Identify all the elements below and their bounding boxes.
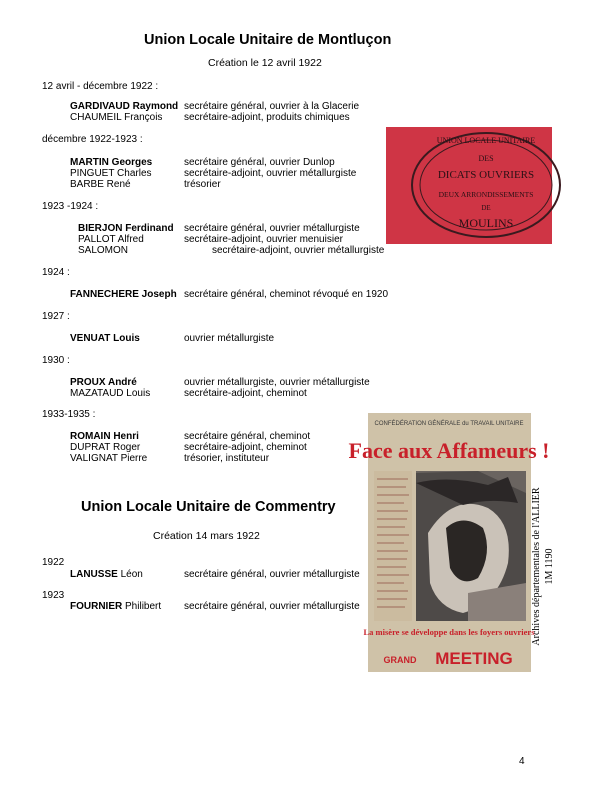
member-name-bold: LANUSSE xyxy=(70,569,118,580)
member-role: secrétaire général, ouvrier métallurgiste xyxy=(184,223,360,234)
stamp-line-6: MOULINS xyxy=(458,216,514,230)
poster-bottom-line: La misère se développe dans les foyers ouvriers xyxy=(363,627,535,637)
member-name: BARBE René xyxy=(70,179,131,190)
member-name: Philibert xyxy=(122,601,162,612)
commentry-creation-date: Création 14 mars 1922 xyxy=(153,530,260,542)
period-label: 1924 : xyxy=(42,267,70,278)
member-name: CHAUMEIL François xyxy=(70,112,163,123)
member-role: secrétaire général, ouvrier à la Glacerie xyxy=(184,101,360,112)
stamp-line-2: DES xyxy=(478,154,494,163)
stamp-line-4: DEUX ARRONDISSEMENTS xyxy=(438,190,534,199)
member-role: secrétaire-adjoint, produits chimiques xyxy=(184,112,350,123)
member-name: SALOMON xyxy=(78,245,129,256)
member-name: PALLOT Alfred xyxy=(78,234,144,245)
period-label: 1922 xyxy=(42,557,65,568)
member-role: secrétaire-adjoint, ouvrier métallurgiste xyxy=(212,245,385,256)
member-role: trésorier, instituteur xyxy=(184,453,270,464)
period-label: décembre 1922-1923 : xyxy=(42,134,143,145)
montlucon-creation-date: Création le 12 avril 1922 xyxy=(208,57,322,69)
period-label: 1927 : xyxy=(42,311,70,322)
member-name-bold: FANNECHERE Joseph xyxy=(70,289,177,300)
member-role: secrétaire-adjoint, ouvrier menuisier xyxy=(184,234,343,245)
member-role: secrétaire général, ouvrier Dunlop xyxy=(184,157,335,168)
archive-caption-line-2: 1M 1190 xyxy=(544,548,555,585)
commentry-title: Union Locale Unitaire de Commentry xyxy=(81,499,336,515)
montlucon-title: Union Locale Unitaire de Montluçon xyxy=(144,32,392,48)
period-label: 1933-1935 : xyxy=(42,409,96,420)
member-name-bold: BIERJON Ferdinand xyxy=(78,223,174,234)
stamp-graphic xyxy=(386,127,552,244)
member-name: PINGUET Charles xyxy=(70,168,152,179)
member-name-bold: GARDIVAUD Raymond xyxy=(70,101,179,112)
member-role: ouvrier métallurgiste, ouvrier métallurgiste xyxy=(184,377,370,388)
member-role: ouvrier métallurgiste xyxy=(184,333,275,344)
member-name: VALIGNAT Pierre xyxy=(70,453,148,464)
member-name-bold: VENUAT Louis xyxy=(70,333,140,344)
member-role: secrétaire général, ouvrier métallurgiste xyxy=(184,569,360,580)
union-stamp-image xyxy=(386,127,552,244)
archive-caption-line-1: Archives départementales de l'ALLIER xyxy=(531,487,542,646)
period-label: 1923 -1924 : xyxy=(42,201,99,212)
member-name: Léon xyxy=(117,569,143,580)
stamp-line-5: DE xyxy=(481,204,491,212)
stamp-line-1: UNION LOCALE UNITAIRE xyxy=(436,136,536,145)
member-name-bold: ROMAIN Henri xyxy=(70,431,139,442)
period-label: 1923 xyxy=(42,590,65,601)
poster-header: CONFÉDÉRATION GÉNÉRALE du TRAVAIL UNITAIRE xyxy=(374,421,524,427)
member-role: secrétaire général, cheminot xyxy=(184,431,311,442)
member-role: trésorier xyxy=(184,179,221,190)
poster-headline: Face aux Affameurs ! xyxy=(348,438,550,463)
period-label: 1930 : xyxy=(42,355,70,366)
page-number: 4 xyxy=(519,756,525,767)
member-role: secrétaire-adjoint, ouvrier métallurgiste xyxy=(184,168,357,179)
member-role: secrétaire général, ouvrier métallurgiste xyxy=(184,601,360,612)
member-role: secrétaire général, cheminot révoqué en 1920 xyxy=(184,289,389,300)
member-name-bold: MARTIN Georges xyxy=(70,157,153,168)
period-label: 12 avril - décembre 1922 : xyxy=(42,81,159,92)
member-name-bold: FOURNIER xyxy=(70,601,123,612)
poster-meeting: MEETING xyxy=(435,649,513,668)
member-name: MAZATAUD Louis xyxy=(70,388,151,399)
member-name: DUPRAT Roger xyxy=(70,442,141,453)
member-name-bold: PROUX André xyxy=(70,377,137,388)
stamp-line-3: DICATS OUVRIERS xyxy=(437,169,535,181)
member-role: secrétaire-adjoint, cheminot xyxy=(184,442,307,453)
member-role: secrétaire-adjoint, cheminot xyxy=(184,388,307,399)
poster-grand: GRAND xyxy=(383,655,417,665)
